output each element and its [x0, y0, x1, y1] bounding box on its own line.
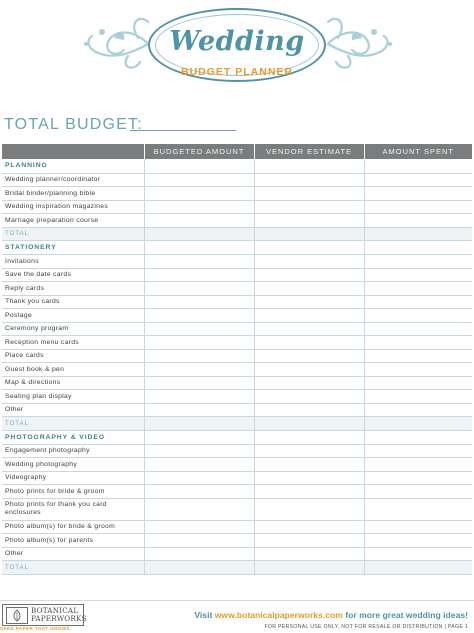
table-row: [2, 547, 472, 561]
line-item-budgeted-cell[interactable]: [144, 376, 254, 390]
line-item-label: Map & directions: [2, 376, 144, 390]
line-item-vendor-estimate-cell[interactable]: [254, 295, 364, 309]
line-item-amount-spent-cell[interactable]: [364, 520, 472, 534]
total-budgeted-cell[interactable]: [144, 227, 254, 241]
line-item-vendor-estimate-cell[interactable]: [254, 268, 364, 282]
table-row: [2, 403, 472, 417]
total-budgeted-cell[interactable]: [144, 417, 254, 431]
line-item-vendor-estimate-cell[interactable]: [254, 349, 364, 363]
line-item-label: Guest book & pen: [2, 363, 144, 377]
line-item-amount-spent-cell[interactable]: [364, 547, 472, 561]
line-item-label: Wedding planner/coordinator: [2, 173, 144, 187]
visit-line: [194, 610, 468, 620]
table-row: [2, 376, 472, 390]
category-amount-spent-cell[interactable]: [364, 159, 472, 173]
table-row: [2, 390, 472, 404]
line-item-budgeted-cell[interactable]: [144, 187, 254, 201]
line-item-amount-spent-cell[interactable]: [364, 309, 472, 323]
table-row: [2, 187, 472, 201]
line-item-vendor-estimate-cell[interactable]: [254, 444, 364, 458]
column-header-budgeted: BUDGETED AMOUNT: [144, 144, 254, 159]
table-body: [2, 159, 472, 574]
fine-print: FOR PERSONAL USE ONLY, NOT FOR RESALE OR DISTRIBUTION | PAGE 1: [264, 624, 468, 630]
total-label: TOTAL: [2, 227, 144, 241]
line-item-vendor-estimate-cell[interactable]: [254, 336, 364, 350]
category-vendor-estimate-cell[interactable]: [254, 430, 364, 444]
table-row: [2, 520, 472, 534]
category-label: PHOTOGRAPHY & VIDEO: [2, 430, 144, 444]
page-subtitle: BUDGET PLANNER: [180, 66, 293, 78]
line-item-label: Save the date cards: [2, 268, 144, 282]
table-row: [2, 309, 472, 323]
category-row-stationery: [2, 241, 472, 255]
line-item-amount-spent-cell[interactable]: [364, 390, 472, 404]
line-item-vendor-estimate-cell[interactable]: [254, 390, 364, 404]
table-row: [2, 363, 472, 377]
line-item-budgeted-cell[interactable]: [144, 471, 254, 485]
line-item-label: Videography: [2, 471, 144, 485]
line-item-vendor-estimate-cell[interactable]: [254, 187, 364, 201]
line-item-label: Postage: [2, 309, 144, 323]
table-row: [2, 458, 472, 472]
line-item-label: Photo prints for thank you card enclosures: [2, 498, 144, 520]
line-item-amount-spent-cell[interactable]: [364, 485, 472, 499]
title-badge: [148, 8, 326, 82]
column-header-item: [2, 144, 144, 159]
line-item-amount-spent-cell[interactable]: [364, 534, 472, 548]
line-item-vendor-estimate-cell[interactable]: [254, 520, 364, 534]
line-item-vendor-estimate-cell[interactable]: [254, 322, 364, 336]
table-row: [2, 349, 472, 363]
line-item-label: Wedding inspiration magazines: [2, 200, 144, 214]
column-header-amount-spent: AMOUNT SPENT: [364, 144, 472, 159]
line-item-label: Seating plan display: [2, 390, 144, 404]
line-item-budgeted-cell[interactable]: [144, 322, 254, 336]
total-amount-spent-cell[interactable]: [364, 561, 472, 575]
line-item-vendor-estimate-cell[interactable]: [254, 485, 364, 499]
total-budget-field[interactable]: [130, 130, 236, 131]
line-item-amount-spent-cell[interactable]: [364, 187, 472, 201]
line-item-budgeted-cell[interactable]: [144, 458, 254, 472]
table-row: [2, 322, 472, 336]
category-row-photography-video: [2, 430, 472, 444]
line-item-amount-spent-cell[interactable]: [364, 444, 472, 458]
page-title: Wedding: [169, 26, 305, 57]
line-item-label: Thank you cards: [2, 295, 144, 309]
table-row: [2, 282, 472, 296]
line-item-vendor-estimate-cell[interactable]: [254, 363, 364, 377]
line-item-label: Photo prints for bride & groom: [2, 485, 144, 499]
total-vendor-estimate-cell[interactable]: [254, 561, 364, 575]
line-item-label: Photo album(s) for bride & groom: [2, 520, 144, 534]
table-row: [2, 336, 472, 350]
logo-tagline: SEED PAPER THAT GROWS: [0, 626, 70, 631]
line-item-budgeted-cell[interactable]: [144, 485, 254, 499]
line-item-label: Reply cards: [2, 282, 144, 296]
line-item-budgeted-cell[interactable]: [144, 363, 254, 377]
category-amount-spent-cell[interactable]: [364, 241, 472, 255]
line-item-budgeted-cell[interactable]: [144, 444, 254, 458]
logo-line-2: PAPERWORKS: [31, 614, 87, 623]
line-item-vendor-estimate-cell[interactable]: [254, 309, 364, 323]
category-vendor-estimate-cell[interactable]: [254, 159, 364, 173]
line-item-budgeted-cell[interactable]: [144, 336, 254, 350]
line-item-label: Ceremony program: [2, 322, 144, 336]
line-item-amount-spent-cell[interactable]: [364, 282, 472, 296]
line-item-amount-spent-cell[interactable]: [364, 200, 472, 214]
category-row-planning: [2, 159, 472, 173]
line-item-budgeted-cell[interactable]: [144, 200, 254, 214]
total-vendor-estimate-cell[interactable]: [254, 417, 364, 431]
line-item-budgeted-cell[interactable]: [144, 390, 254, 404]
logo-emblem-icon: [6, 607, 28, 624]
line-item-budgeted-cell[interactable]: [144, 349, 254, 363]
website-link[interactable]: www.botanicalpaperworks.com: [214, 610, 343, 620]
line-item-label: Reception menu cards: [2, 336, 144, 350]
footer-divider: [0, 600, 474, 601]
line-item-vendor-estimate-cell[interactable]: [254, 498, 364, 520]
line-item-vendor-estimate-cell[interactable]: [254, 376, 364, 390]
logo-line-1: BOTANICAL: [31, 606, 79, 615]
table-row: [2, 200, 472, 214]
line-item-vendor-estimate-cell[interactable]: [254, 403, 364, 417]
visit-suffix: for more great wedding ideas!: [342, 610, 468, 620]
column-header-vendor-estimate: VENDOR ESTIMATE: [254, 144, 364, 159]
line-item-label: Wedding photography: [2, 458, 144, 472]
line-item-vendor-estimate-cell[interactable]: [254, 547, 364, 561]
table-row: [2, 255, 472, 269]
line-item-label: Place cards: [2, 349, 144, 363]
line-item-amount-spent-cell[interactable]: [364, 458, 472, 472]
line-item-vendor-estimate-cell[interactable]: [254, 173, 364, 187]
line-item-budgeted-cell[interactable]: [144, 520, 254, 534]
line-item-vendor-estimate-cell[interactable]: [254, 200, 364, 214]
total-label: TOTAL: [2, 561, 144, 575]
line-item-amount-spent-cell[interactable]: [364, 295, 472, 309]
line-item-budgeted-cell[interactable]: [144, 295, 254, 309]
line-item-amount-spent-cell[interactable]: [364, 376, 472, 390]
budget-table: [2, 144, 472, 575]
table-row: [2, 295, 472, 309]
category-amount-spent-cell[interactable]: [364, 430, 472, 444]
total-row-planning: [2, 227, 472, 241]
category-budgeted-cell[interactable]: [144, 430, 254, 444]
visit-prefix: Visit: [194, 610, 215, 620]
line-item-amount-spent-cell[interactable]: [364, 403, 472, 417]
line-item-amount-spent-cell[interactable]: [364, 336, 472, 350]
category-label: STATIONERY: [2, 241, 144, 255]
line-item-budgeted-cell[interactable]: [144, 498, 254, 520]
line-item-vendor-estimate-cell[interactable]: [254, 214, 364, 228]
line-item-amount-spent-cell[interactable]: [364, 268, 472, 282]
table-row: [2, 534, 472, 548]
line-item-amount-spent-cell[interactable]: [364, 349, 472, 363]
line-item-vendor-estimate-cell[interactable]: [254, 458, 364, 472]
table-row: [2, 471, 472, 485]
table-row: [2, 444, 472, 458]
line-item-label: Other: [2, 547, 144, 561]
category-vendor-estimate-cell[interactable]: [254, 241, 364, 255]
line-item-amount-spent-cell[interactable]: [364, 173, 472, 187]
line-item-budgeted-cell[interactable]: [144, 403, 254, 417]
total-budget-label: TOTAL BUDGET:: [4, 116, 143, 133]
line-item-budgeted-cell[interactable]: [144, 268, 254, 282]
line-item-vendor-estimate-cell[interactable]: [254, 282, 364, 296]
table-row: [2, 485, 472, 499]
line-item-label: Photo album(s) for parents: [2, 534, 144, 548]
table-row: [2, 268, 472, 282]
line-item-vendor-estimate-cell[interactable]: [254, 534, 364, 548]
table-row: [2, 498, 472, 520]
table-row: [2, 173, 472, 187]
line-item-budgeted-cell[interactable]: [144, 255, 254, 269]
line-item-budgeted-cell[interactable]: [144, 547, 254, 561]
line-item-label: Marriage preparation course: [2, 214, 144, 228]
line-item-budgeted-cell[interactable]: [144, 173, 254, 187]
line-item-budgeted-cell[interactable]: [144, 214, 254, 228]
line-item-amount-spent-cell[interactable]: [364, 214, 472, 228]
category-budgeted-cell[interactable]: [144, 241, 254, 255]
category-label: PLANNING: [2, 159, 144, 173]
total-row-photography-video: [2, 561, 472, 575]
line-item-label: Other: [2, 403, 144, 417]
total-budgeted-cell[interactable]: [144, 561, 254, 575]
total-amount-spent-cell[interactable]: [364, 417, 472, 431]
line-item-vendor-estimate-cell[interactable]: [254, 471, 364, 485]
line-item-label: Bridal binder/planning bible: [2, 187, 144, 201]
table-header-row: [2, 144, 472, 159]
line-item-budgeted-cell[interactable]: [144, 534, 254, 548]
logo-wordmark: [31, 607, 87, 623]
total-label: TOTAL: [2, 417, 144, 431]
line-item-budgeted-cell[interactable]: [144, 309, 254, 323]
line-item-vendor-estimate-cell[interactable]: [254, 255, 364, 269]
line-item-budgeted-cell[interactable]: [144, 282, 254, 296]
line-item-amount-spent-cell[interactable]: [364, 498, 472, 520]
line-item-amount-spent-cell[interactable]: [364, 471, 472, 485]
category-budgeted-cell[interactable]: [144, 159, 254, 173]
total-vendor-estimate-cell[interactable]: [254, 227, 364, 241]
line-item-label: Engagement photography: [2, 444, 144, 458]
total-amount-spent-cell[interactable]: [364, 227, 472, 241]
table-row: [2, 214, 472, 228]
line-item-amount-spent-cell[interactable]: [364, 255, 472, 269]
line-item-amount-spent-cell[interactable]: [364, 322, 472, 336]
total-row-stationery: [2, 417, 472, 431]
line-item-label: Invitations: [2, 255, 144, 269]
botanical-paperworks-logo: [2, 604, 87, 626]
line-item-amount-spent-cell[interactable]: [364, 363, 472, 377]
